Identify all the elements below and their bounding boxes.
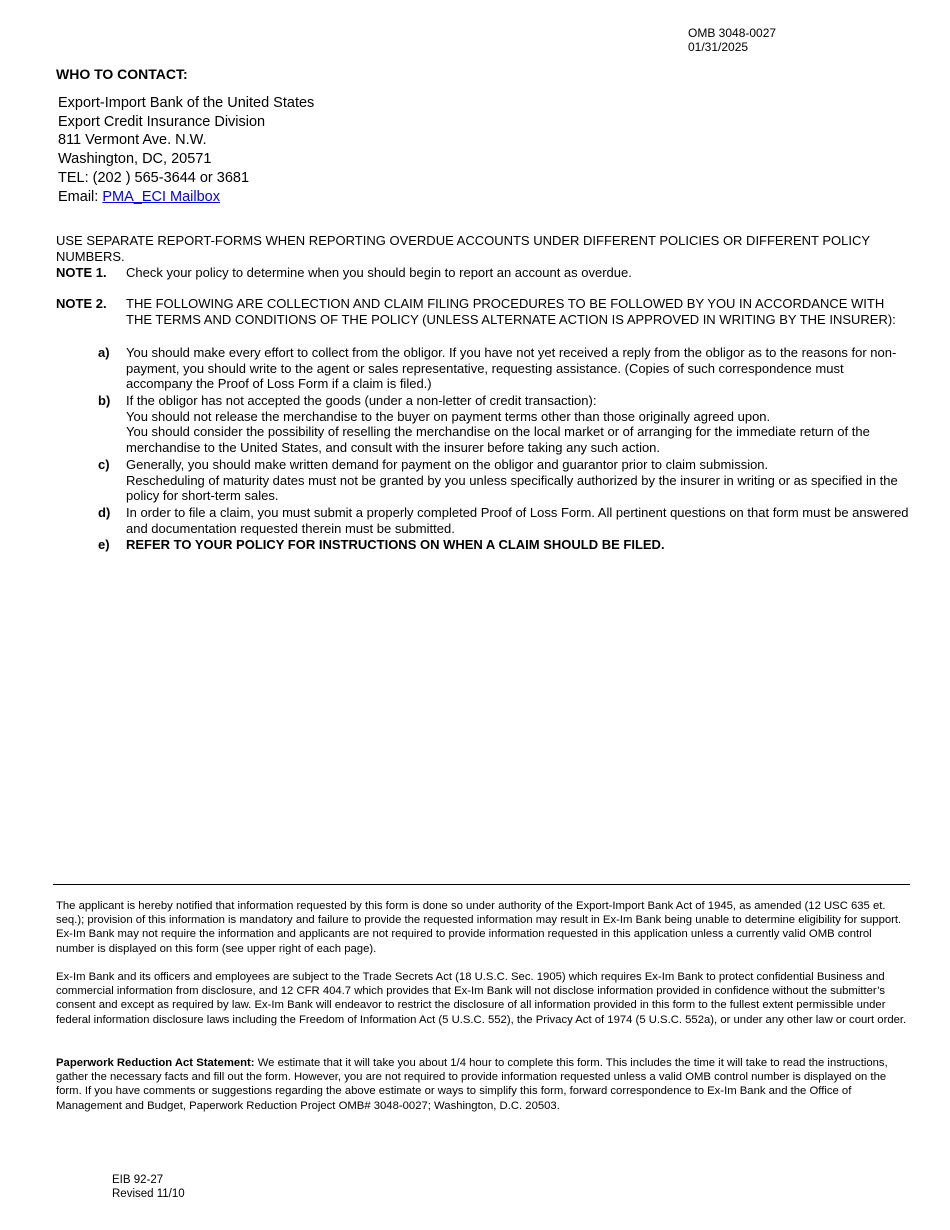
pra-text: We estimate that it will take you about 1/4 hour to complete this form. This includes the time it will take to read the instructions, gather the necessary facts and fill out the form. However, you are not required to provide information requested unless a valid OMB control number is displayed on the form. If you have comments or suggestions regarding the above estimate or ways to simplify this form, forward correspondence to Ex-Im Bank and the Office of Management and Budget, Paperwork Reduction Project OMB# 3048-0027; Washington, D.C. 20503.	[56, 1057, 888, 1112]
contact-street: 811 Vermont Ave. N.W.	[58, 132, 207, 149]
trade-secrets-notice: Ex-Im Bank and its officers and employees are subject to the Trade Secrets Act (18 U.S.C. Sec. 1905) which requires Ex-Im Bank to protect confidential Business and commercial information from disclosure, and 12 CFR 404.7 which provides that Ex-Im Bank will not disclose information provided in confidence without the submitter’s consent and except as required by law. Ex-Im Bank will endeavor to restrict the disclosure of all information provided in this form to the fullest extent permissible under federal information disclosure laws including the Freedom of Information Act (5 U.S.C. 552), the Privacy Act of 1974 (5 U.S.C. 552a), or under any other law or court order.	[56, 971, 907, 1026]
form-revised: Revised 11/10	[112, 1188, 185, 1200]
omb-number: OMB 3048-0027	[688, 26, 777, 40]
item-d-line: In order to file a claim, you must submit a properly completed Proof of Loss Form. All pertinent questions on that form must be answered and documentation requested therein must be submitted.	[126, 505, 909, 536]
contact-org: Export-Import Bank of the United States	[58, 95, 315, 111]
pra-label: Paperwork Reduction Act Statement:	[56, 1057, 255, 1069]
item-b-line: You should not release the merchandise to the buyer on payment terms other than those originally agreed upon.	[126, 408, 771, 424]
omb-block	[688, 26, 776, 54]
note1-text: Check your policy to determine when you should begin to report an account as overdue.	[126, 265, 632, 280]
item-d-label: d)	[98, 505, 111, 520]
contact-email-label: Email:	[58, 188, 103, 205]
email-link[interactable]: PMA_ECI Mailbox	[102, 188, 220, 205]
item-a-label: a)	[98, 345, 110, 360]
form-footer	[112, 1173, 185, 1201]
item-e-text	[126, 537, 912, 553]
contact-city: Washington, DC, 20571	[58, 151, 212, 168]
contact-email-line	[58, 188, 314, 207]
note1-label: NOTE 1.	[56, 265, 107, 280]
divider	[53, 884, 910, 885]
item-d-text	[126, 505, 912, 536]
item-a-line: You should make every effort to collect from the obligor. If you have not yet received a reply from the obligor as to the reasons for non-payment, you should write to the agent or sales representative, requesting assistance. (Copies of such correspondence must accompany the Proof of Loss Form if a claim is filed.)	[126, 345, 897, 391]
paperwork-reduction-statement	[56, 1056, 912, 1113]
item-b-label: b)	[98, 393, 111, 408]
item-b-text	[126, 393, 912, 455]
note2-label: NOTE 2.	[56, 296, 107, 311]
item-c-text	[126, 457, 912, 504]
separate-forms-notice: USE SEPARATE REPORT-FORMS WHEN REPORTING OVERDUE ACCOUNTS UNDER DIFFERENT POLICIES OR DIFFERENT POLICY NUMBERS.	[56, 233, 870, 264]
item-c-line: Rescheduling of maturity dates must not be granted by you unless specifically authorized by the insurer in writing or as specified in the policy for short-term sales.	[126, 472, 898, 503]
item-e-line: REFER TO YOUR POLICY FOR INSTRUCTIONS ON WHEN A CLAIM SHOULD BE FILED.	[126, 537, 665, 552]
item-b-line: If the obligor has not accepted the goods (under a non-letter of credit transaction):	[126, 393, 597, 408]
note2-text: THE FOLLOWING ARE COLLECTION AND CLAIM FILING PROCEDURES TO BE FOLLOWED BY YOU IN ACCORDANCE WITH THE TERMS AND CONDITIONS OF THE POLICY (UNLESS ALTERNATE ACTION IS APPROVED IN WRITING BY THE INSURER):	[126, 296, 896, 327]
item-b-line: You should consider the possibility of reselling the merchandise on the local market or of arranging for the immediate return of the merchandise to the United States, and consult with the insurer before taking any such action.	[126, 424, 870, 455]
form-id: EIB 92-27	[112, 1174, 164, 1186]
contact-address	[58, 94, 314, 206]
contact-division: Export Credit Insurance Division	[58, 113, 266, 130]
item-c-label: c)	[98, 457, 110, 472]
contact-tel: TEL: (202 ) 565-3644 or 3681	[58, 169, 250, 186]
item-e-label: e)	[98, 537, 110, 552]
authority-notice: The applicant is hereby notified that information requested by this form is done so under authority of the Export-Import Bank Act of 1945, as amended (12 USC 635 et. seq.); provision of this information is mandatory and failure to provide the requested information may result in Ex-Im Bank being unable to determine eligibility for support. Ex-Im Bank may not require the information and applicants are not required to provide information requested in this application unless a currently valid OMB control number is displayed on this form (see upper right of each page).	[56, 900, 902, 955]
item-a-text	[126, 345, 912, 392]
omb-date: 01/31/2025	[688, 40, 749, 54]
contact-heading: WHO TO CONTACT:	[56, 66, 188, 82]
item-c-line: Generally, you should make written demand for payment on the obligor and guarantor prior to claim submission.	[126, 457, 769, 472]
